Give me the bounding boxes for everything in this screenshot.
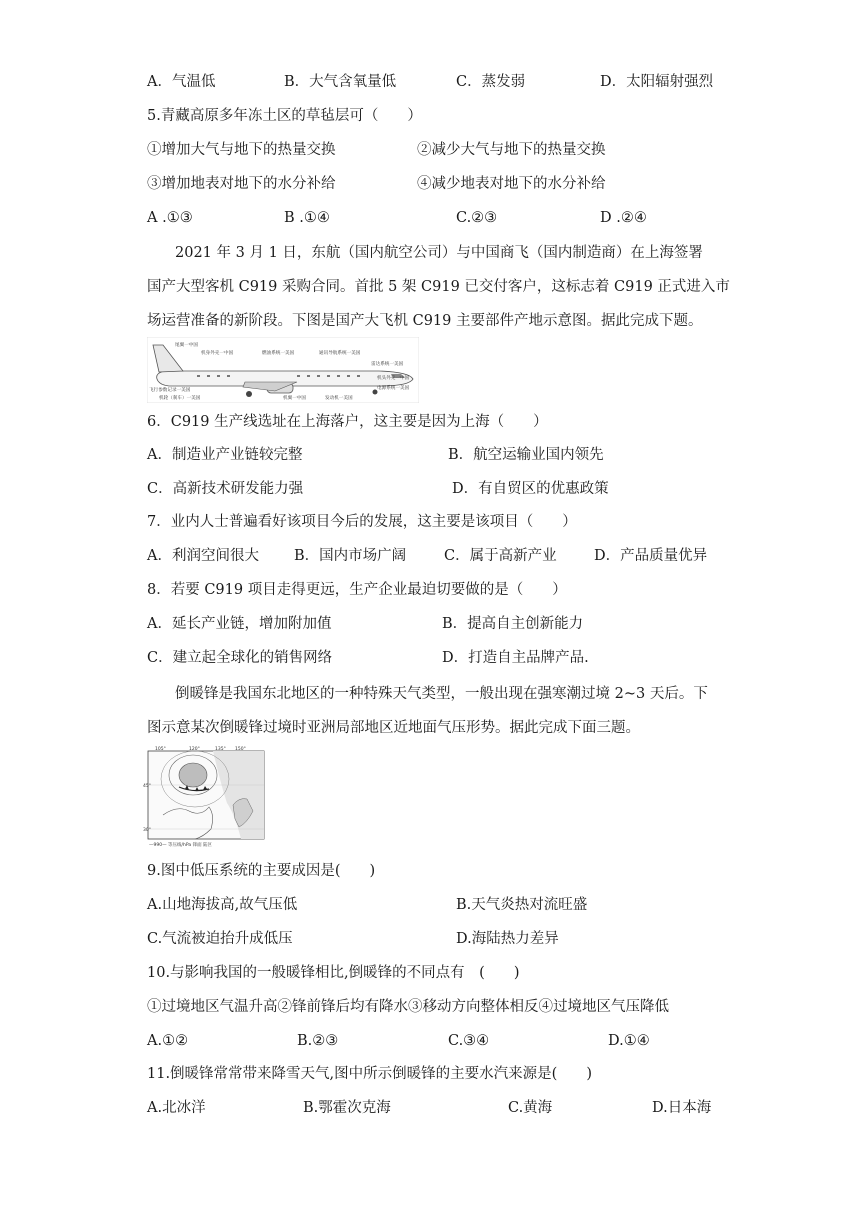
q5-stem: 5.青藏高原多年冻土区的草毡层可（ ） — [147, 108, 422, 124]
q5-option-c: C.②③ — [456, 210, 498, 226]
q10-option-b: B.②③ — [297, 1033, 339, 1049]
q9-option-a: A.山地海拔高,故气压低 — [147, 897, 298, 913]
map-lon-105: 105° — [155, 747, 166, 752]
q4-option-b: B．大气含氧量低 — [284, 74, 397, 90]
q7-option-a: A．利润空间很大 — [147, 548, 259, 564]
q6-stem: 6．C919 生产线选址在上海落户，这主要是因为上海（ ） — [147, 414, 548, 430]
plane-label-wing: 机翼一中国 — [283, 396, 306, 401]
map-lon-135: 135° — [215, 747, 226, 752]
q5-item-1: ①增加大气与地下的热量交换 — [147, 142, 336, 158]
plane-label-fuel: 燃油系统一美国 — [262, 351, 295, 356]
c919-parts-figure — [147, 337, 419, 403]
q4-option-a: A．气温低 — [147, 74, 216, 90]
q10-items: ①过境地区气温升高②锋前锋后均有降水③移动方向整体相反④过境地区气压降低 — [147, 999, 669, 1015]
plane-label-wheel: 机轮（刹车）一美国 — [159, 396, 201, 401]
q9-option-c: C.气流被迫抬升成低压 — [147, 931, 293, 947]
q9-option-d: D.海陆热力差异 — [456, 931, 559, 947]
q6-option-d: D．有自贸区的优惠政策 — [452, 481, 609, 497]
q8-stem: 8．若要 C919 项目走得更远，生产企业最迫切要做的是（ ） — [147, 582, 567, 598]
plane-label-body: 机身外壳一中国 — [201, 351, 234, 356]
q11-option-d: D.日本海 — [652, 1100, 712, 1116]
q4-option-d: D．太阳辐射强烈 — [600, 74, 714, 90]
q11-option-a: A.北冰洋 — [147, 1100, 206, 1116]
q10-option-a: A.①② — [147, 1033, 189, 1049]
q10-option-d: D.①④ — [608, 1033, 650, 1049]
plane-label-power: 电源系统一美国 — [377, 386, 410, 391]
q5-option-b: B .①④ — [284, 210, 330, 226]
q5-item-3: ③增加地表对地下的水分补给 — [147, 176, 336, 192]
passage1-line-1: 2021 年 3 月 1 日，东航（国内航空公司）与中国商飞（国内制造商）在上海签署 — [175, 245, 703, 261]
q8-option-b: B．提高自主创新能力 — [442, 616, 584, 632]
q5-option-d: D .②④ — [600, 210, 647, 226]
q7-stem: 7．业内人士普遍看好该项目今后的发展，这主要是该项目（ ） — [147, 514, 577, 530]
q5-item-2: ②减少大气与地下的热量交换 — [417, 142, 606, 158]
map-lon-150: 150° — [235, 747, 246, 752]
q11-option-b: B.鄂霍次克海 — [303, 1100, 391, 1116]
passage2-line-2: 图示意某次倒暖锋过境时亚洲局部地区近地面气压形势。据此完成下面三题。 — [147, 720, 640, 736]
passage1-line-3: 场运营准备的新阶段。下图是国产大飞机 C919 主要部件产地示意图。据此完成下题。 — [147, 313, 703, 329]
q4-option-c: C．蒸发弱 — [456, 74, 526, 90]
q6-option-b: B．航空运输业国内领先 — [448, 447, 604, 463]
q6-option-a: A．制造业产业链较完整 — [147, 447, 303, 463]
q7-option-c: C．属于高新产业 — [444, 548, 557, 564]
q10-option-c: C.③④ — [448, 1033, 490, 1049]
q7-option-b: B．国内市场广阔 — [294, 548, 407, 564]
passage2-line-1: 倒暖锋是我国东北地区的一种特殊天气类型，一般出现在强寒潮过境 2~3 天后。下 — [175, 686, 708, 702]
q6-option-c: C．高新技术研发能力强 — [147, 481, 304, 497]
map-legend: —990— 等压线/hPa 锋面 陆区 — [149, 843, 213, 848]
pressure-map-figure — [143, 745, 269, 849]
q9-option-b: B.天气炎热对流旺盛 — [456, 897, 588, 913]
q5-option-a: A .①③ — [147, 210, 193, 226]
q8-option-d: D．打造自主品牌产品. — [442, 650, 589, 666]
q8-option-c: C．建立起全球化的销售网络 — [147, 650, 333, 666]
plane-label-recorder: 飞行参数记录一美国 — [149, 388, 191, 393]
q7-option-d: D．产品质量优异 — [594, 548, 708, 564]
plane-label-engine: 发动机一美国 — [325, 396, 353, 401]
q11-option-c: C.黄海 — [508, 1100, 553, 1116]
plane-label-comm: 通讯导航系统一美国 — [319, 351, 361, 356]
plane-label-nose: 机头外壳一中国 — [377, 376, 410, 381]
q8-option-a: A．延长产业链，增加附加值 — [147, 616, 332, 632]
plane-label-tail: 尾翼一中国 — [175, 343, 198, 348]
map-lat-30: 30° — [143, 828, 151, 833]
q5-item-4: ④减少地表对地下的水分补给 — [417, 176, 606, 192]
passage1-line-2: 国产大型客机 C919 采购合同。首批 5 架 C919 已交付客户，这标志着 C919 正式进入市 — [147, 279, 730, 295]
map-lon-120: 120° — [189, 747, 200, 752]
q9-stem: 9.图中低压系统的主要成因是( ) — [147, 863, 376, 879]
q11-stem: 11.倒暖锋常常带来降雪天气,图中所示倒暖锋的主要水汽来源是( ) — [147, 1066, 592, 1082]
map-lat-45: 45° — [143, 784, 151, 789]
q10-stem: 10.与影响我国的一般暖锋相比,倒暖锋的不同点有 ( ) — [147, 965, 520, 981]
plane-label-radar: 雷达系统一美国 — [371, 362, 404, 367]
